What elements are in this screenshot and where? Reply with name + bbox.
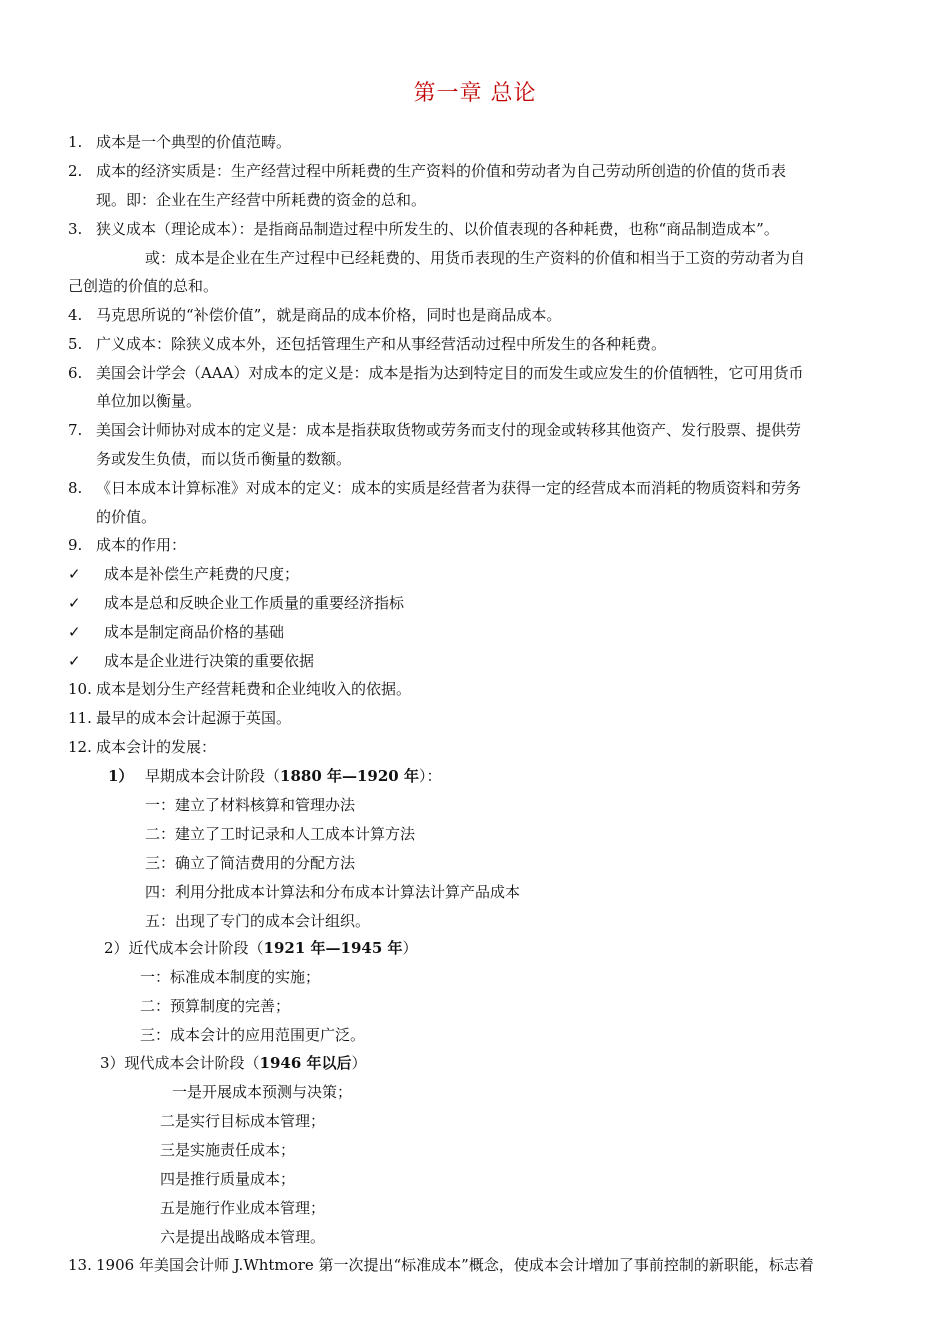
- stage-heading: [104, 938, 418, 958]
- stage-text: 早期成本会计阶段（: [145, 767, 281, 785]
- stage-sub-item: 二：建立了工时记录和人工成本计算方法: [145, 825, 416, 843]
- stage-sub-item: 五：出现了专门的成本会计组织。: [145, 912, 371, 930]
- stage-text: ）：: [418, 767, 442, 785]
- stage-sub-item: 五是施行作业成本管理；: [160, 1199, 326, 1217]
- stage-sub-item: 四：利用分批成本计算法和分布成本计算法计算产品成本: [145, 883, 521, 901]
- item-number: 7.: [68, 421, 83, 439]
- item-text: 成本会计的发展：: [96, 738, 217, 756]
- stage-years: 1946 年以后: [259, 1054, 352, 1072]
- item-text: 最早的成本会计起源于英国。: [96, 709, 292, 727]
- item-number: 2.: [68, 162, 83, 180]
- stage-heading: [100, 1053, 367, 1073]
- chapter-title: 第一章 总论: [413, 81, 537, 106]
- item-text: 美国会计学会（AAA）对成本的定义是：成本是指为达到特定目的而发生或应发生的价值牺牲，它可用货币: [96, 364, 804, 382]
- stage-sub-item: 四是推行质量成本；: [160, 1170, 296, 1188]
- item-text: 广义成本：除狭义成本外，还包括管理生产和从事经营活动过程中所发生的各种耗费。: [96, 335, 667, 353]
- check-item: 成本是补偿生产耗费的尺度；: [104, 565, 300, 583]
- item-text: 成本的作用：: [96, 536, 187, 554]
- stage-text: 3）现代成本会计阶段（: [100, 1054, 260, 1072]
- check-item: 成本是企业进行决策的重要依据: [104, 652, 315, 670]
- check-icon: ✓: [68, 623, 81, 641]
- item-number: 13.: [68, 1256, 92, 1274]
- item-number: 5.: [68, 335, 83, 353]
- stage-sub-item: 一是开展成本预测与决策；: [172, 1083, 353, 1101]
- item-number: 1.: [68, 133, 83, 151]
- item-text: 成本是划分生产经营耗费和企业纯收入的依据。: [96, 680, 412, 698]
- item-number: 9.: [68, 536, 83, 554]
- stage-years: 1921 年—1945 年: [263, 939, 403, 957]
- stage-text: 2）近代成本会计阶段（: [104, 939, 264, 957]
- item-number: 3.: [68, 220, 83, 238]
- item-text: 马克思所说的“补偿价值”，就是商品的成本价格，同时也是商品成本。: [96, 306, 562, 324]
- stage-heading: [145, 766, 441, 786]
- item-text: 现。即：企业在生产经营中所耗费的资金的总和。: [96, 191, 427, 209]
- check-item: 成本是制定商品价格的基础: [104, 623, 285, 641]
- item-text: 《日本成本计算标准》对成本的定义：成本的实质是经营者为获得一定的经营成本而消耗的物质资料和劳务: [96, 479, 802, 497]
- stage-years: 1880 年—1920 年: [280, 767, 419, 785]
- stage-sub-item: 一：标准成本制度的实施；: [140, 968, 321, 986]
- item-text: 狭义成本（理论成本）：是指商品制造过程中所发生的、以价值表现的各种耗费，也称“商品制造成本”。: [96, 220, 779, 238]
- stage-sub-item: 六是提出战略成本管理。: [160, 1228, 326, 1246]
- item-text: 成本是一个典型的价值范畴。: [96, 133, 292, 151]
- item-number: 11.: [68, 709, 92, 727]
- check-icon: ✓: [68, 652, 81, 670]
- stage-sub-item: 三：成本会计的应用范围更广泛。: [140, 1026, 366, 1044]
- item-number: 6.: [68, 364, 83, 382]
- item-number: 8.: [68, 479, 83, 497]
- item-text: 己创造的价值的总和。: [68, 277, 219, 295]
- item-text: 1906 年美国会计师 J.Whtmore 第一次提出“标准成本”概念，使成本会计增加了事前控制的新职能，标志着: [96, 1256, 814, 1274]
- stage-text: ）: [351, 1054, 367, 1072]
- check-item: 成本是总和反映企业工作质量的重要经济指标: [104, 594, 405, 612]
- item-text: 务或发生负债，而以货币衡量的数额。: [96, 450, 352, 468]
- item-text: 或：成本是企业在生产过程中已经耗费的、用货币表现的生产资料的价值和相当于工资的劳动者为自: [145, 249, 806, 267]
- item-number: 12.: [68, 738, 92, 756]
- item-number: 10.: [68, 680, 92, 698]
- stage-sub-item: 一：建立了材料核算和管理办法: [145, 796, 356, 814]
- item-text: 单位加以衡量。: [96, 392, 202, 410]
- stage-sub-item: 三：确立了简洁费用的分配方法: [145, 854, 356, 872]
- item-text: 的价值。: [96, 508, 157, 526]
- stage-label: 1）: [108, 767, 134, 785]
- item-text: 成本的经济实质是：生产经营过程中所耗费的生产资料的价值和劳动者为自己劳动所创造的价值的货币表: [96, 162, 787, 180]
- check-icon: ✓: [68, 565, 81, 583]
- stage-sub-item: 三是实施责任成本；: [160, 1141, 296, 1159]
- stage-text: ）: [402, 939, 418, 957]
- stage-sub-item: 二：预算制度的完善；: [140, 997, 291, 1015]
- item-text: 美国会计师协对成本的定义是：成本是指获取货物或劳务而支付的现金或转移其他资产、发行股票、提供劳: [96, 421, 802, 439]
- stage-sub-item: 二是实行目标成本管理；: [160, 1112, 326, 1130]
- check-icon: ✓: [68, 594, 81, 612]
- item-number: 4.: [68, 306, 83, 324]
